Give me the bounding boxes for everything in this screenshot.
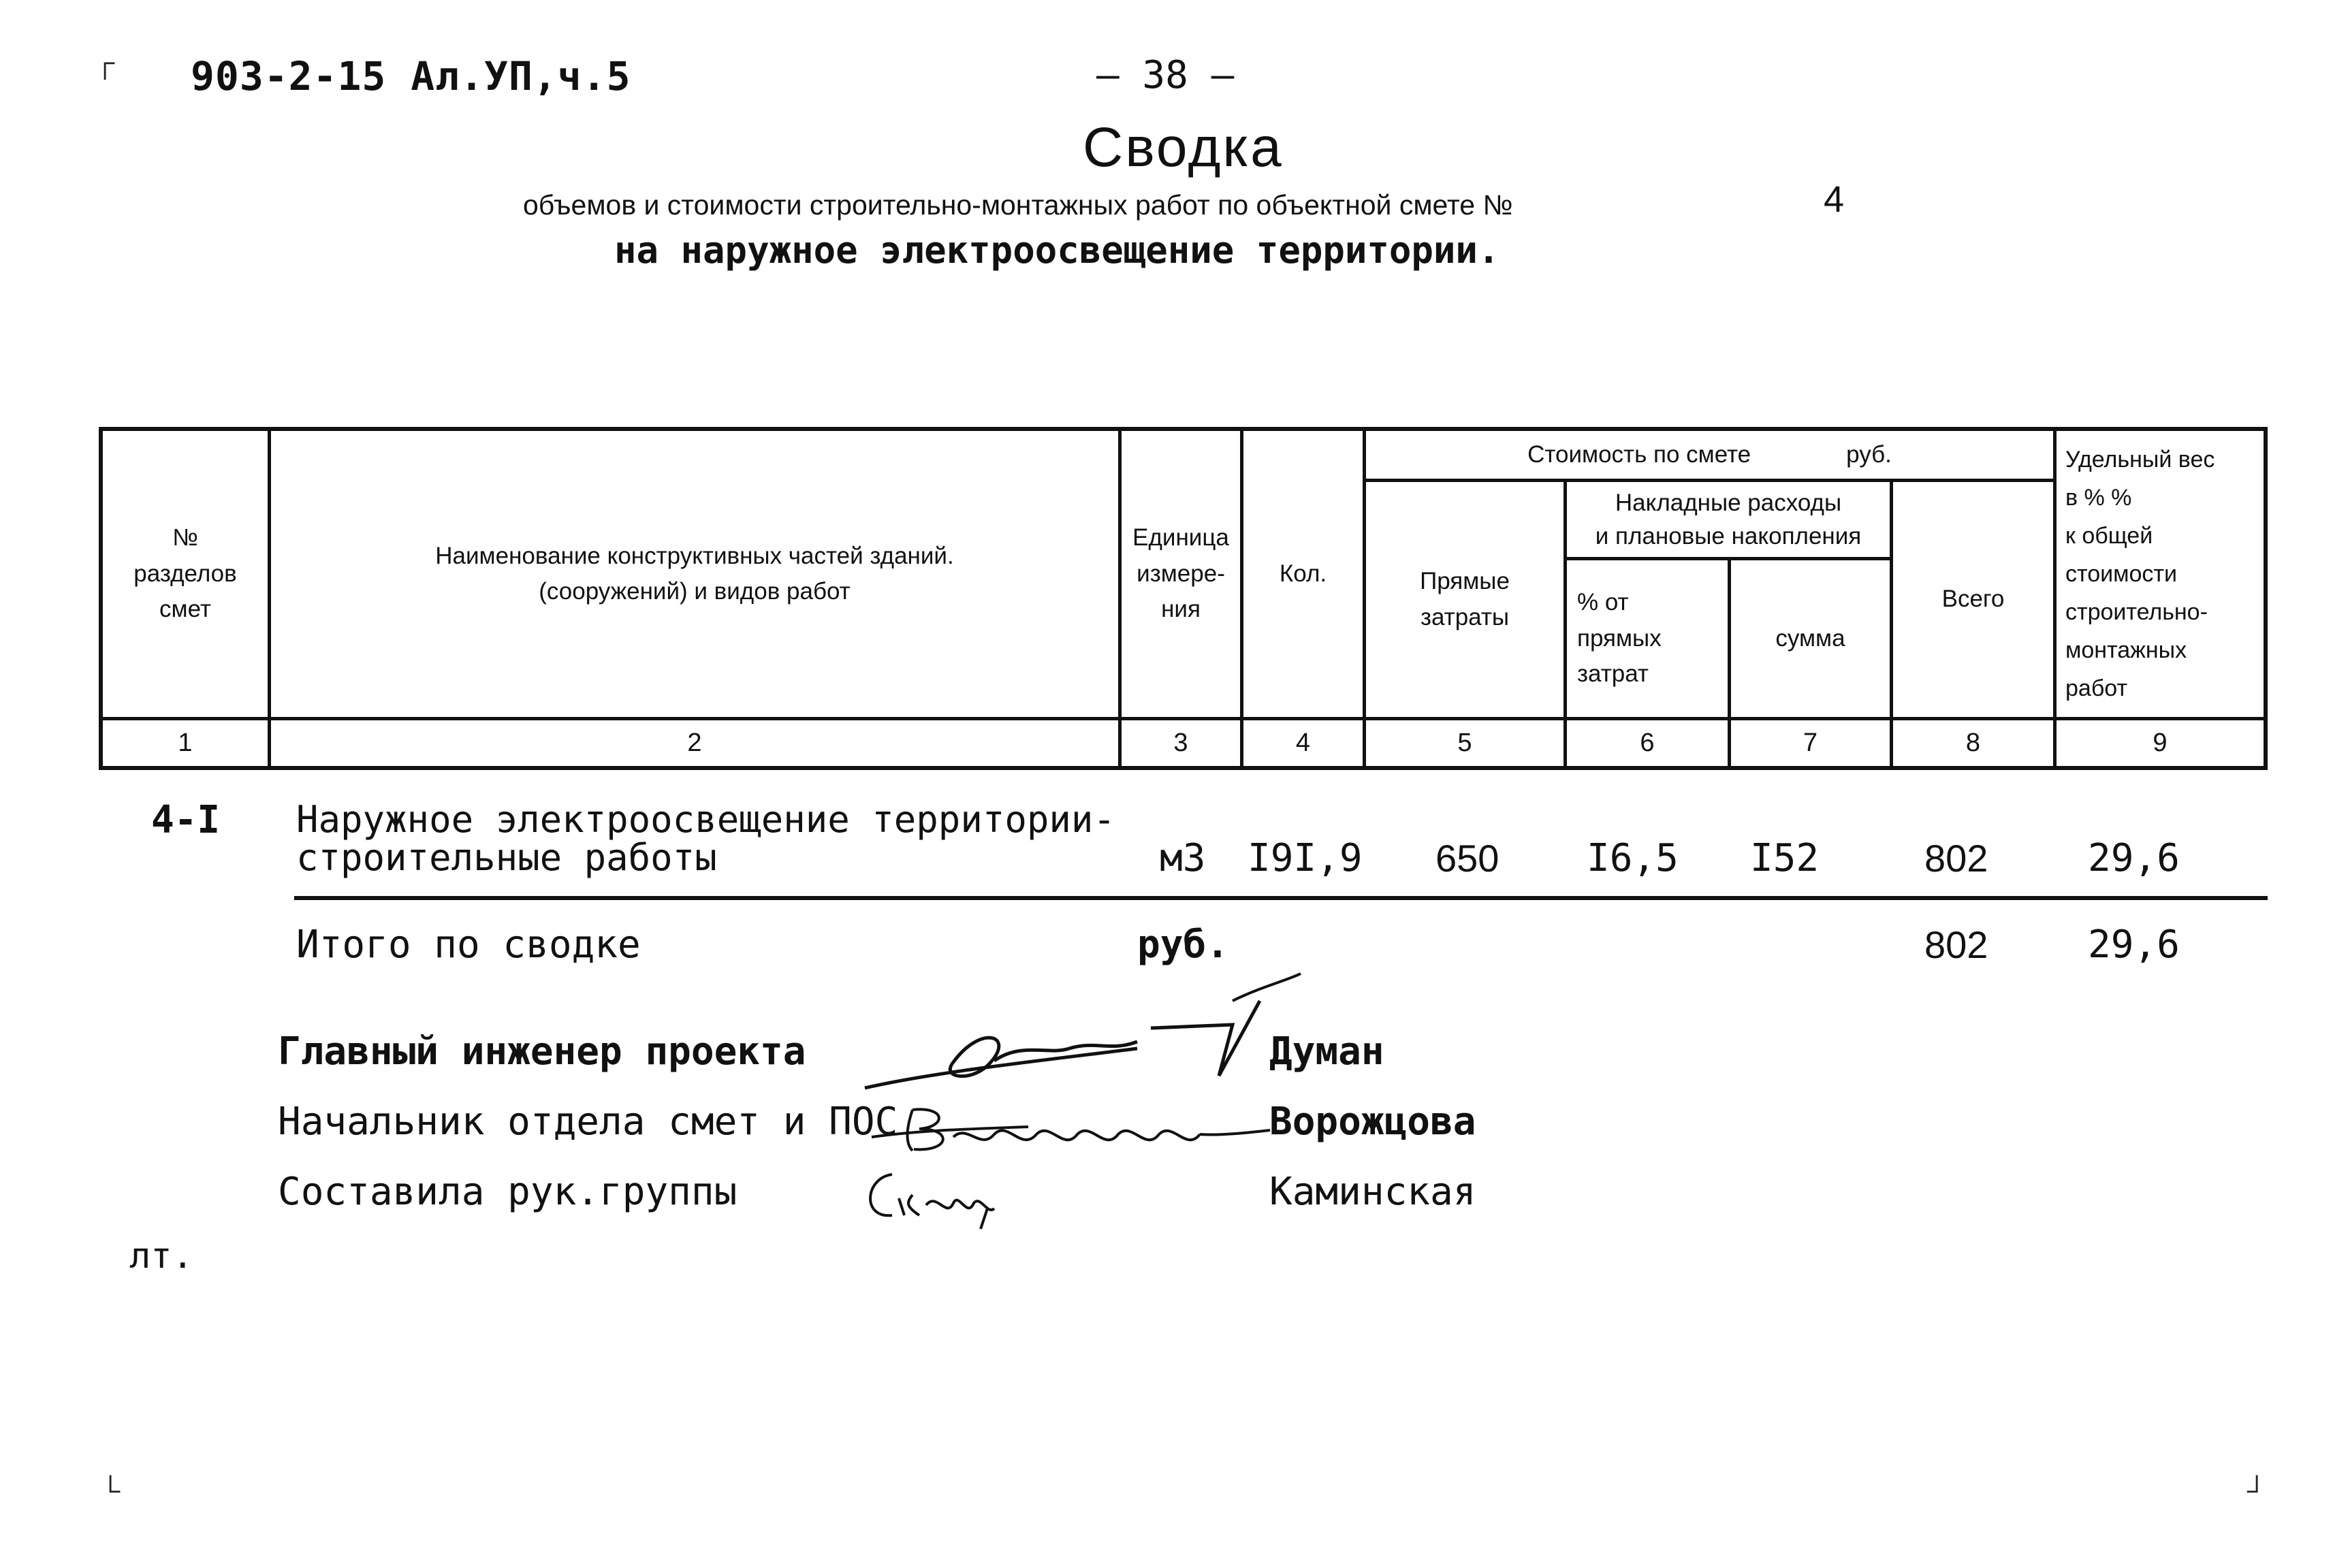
- document-subtitle: объемов и стоимости строительно-монтажных работ по объектной смете №: [523, 189, 1513, 221]
- totals-total: 802: [1924, 923, 1988, 966]
- signature-role-compiler: Составила рук.группы: [278, 1170, 737, 1214]
- column-number: 8: [1965, 729, 1981, 757]
- column-number: 7: [1803, 729, 1818, 757]
- header-overhead-percent: % от прямых затрат: [1577, 589, 1662, 688]
- handwritten-signature-chief-engineer: [851, 960, 1314, 1103]
- signature-name-head-of-estimates: Ворожцова: [1269, 1100, 1476, 1144]
- document-title: Сводка: [1083, 116, 1284, 178]
- corner-mark-top-left: ┌: [95, 48, 115, 78]
- column-number: 9: [2153, 729, 2168, 757]
- signature-name-chief-engineer: Думан: [1269, 1029, 1384, 1074]
- header-work-name: Наименование конструктивных частей зданий. (сооружений) и видов работ: [435, 542, 954, 605]
- column-number: 2: [687, 729, 702, 757]
- row-section: 4-I: [151, 798, 221, 842]
- row-direct-costs: 650: [1435, 837, 1499, 880]
- signature-role-chief-engineer: Главный инженер проекта: [278, 1029, 806, 1074]
- totals-specific-weight: 29,6: [2088, 923, 2180, 967]
- column-number: 3: [1173, 729, 1188, 757]
- header-section-number: № разделов смет: [133, 524, 237, 623]
- totals-unit: руб.: [1137, 923, 1229, 967]
- header-overhead-group: Накладные расходы и плановые накопления: [1595, 490, 1862, 549]
- estimate-number: 4: [1824, 179, 1845, 220]
- column-number: 4: [1295, 729, 1311, 757]
- row-overhead-sum: I52: [1750, 836, 1820, 880]
- row-name-line1: Наружное электроосвещение территории-: [296, 798, 1115, 841]
- row-specific-weight: 29,6: [2088, 836, 2180, 880]
- handwritten-signature-compiler: [851, 1161, 1001, 1236]
- document-subtitle-object: на наружное электроосвещение территории.: [614, 229, 1500, 272]
- header-unit: Единица измере- ния: [1132, 524, 1229, 623]
- signature-name-compiler: Каминская: [1269, 1170, 1476, 1214]
- row-overhead-percent: I6,5: [1587, 836, 1679, 880]
- header-quantity: Кол.: [1279, 560, 1327, 587]
- header-overhead-sum: сумма: [1775, 624, 1845, 652]
- page-number: — 38 —: [1096, 53, 1235, 97]
- row-quantity: I9I,9: [1248, 836, 1363, 880]
- estimate-header-table: [99, 427, 2268, 770]
- header-direct-costs: Прямые затраты: [1420, 568, 1510, 630]
- handwritten-signature-head-of-estimates: [865, 1089, 1273, 1164]
- row-name-line2: строительные работы: [296, 836, 717, 879]
- signature-role-head-of-estimates: Начальник отдела смет и ПОС: [278, 1100, 898, 1144]
- column-number: 5: [1457, 729, 1472, 757]
- row-divider: [294, 896, 2268, 900]
- column-number: 6: [1640, 729, 1655, 757]
- corner-mark-bottom-right: ┘: [2247, 1476, 2267, 1506]
- header-specific-weight: Удельный вес в % % к общей стоимости строительно- монтажных работ: [2065, 446, 2215, 702]
- column-number: 1: [178, 729, 193, 757]
- header-cost-group: Стоимость по смете руб.: [1527, 441, 1892, 468]
- row-total: 802: [1924, 837, 1988, 880]
- corner-mark-bottom-left: └: [101, 1476, 121, 1506]
- header-total: Всего: [1941, 586, 2005, 613]
- document-code: 903-2-15 Ал.УП,ч.5: [191, 53, 631, 99]
- totals-label: Итого по сводке: [296, 923, 641, 967]
- footer-mark: лт.: [129, 1236, 193, 1277]
- row-unit: м3: [1160, 836, 1206, 880]
